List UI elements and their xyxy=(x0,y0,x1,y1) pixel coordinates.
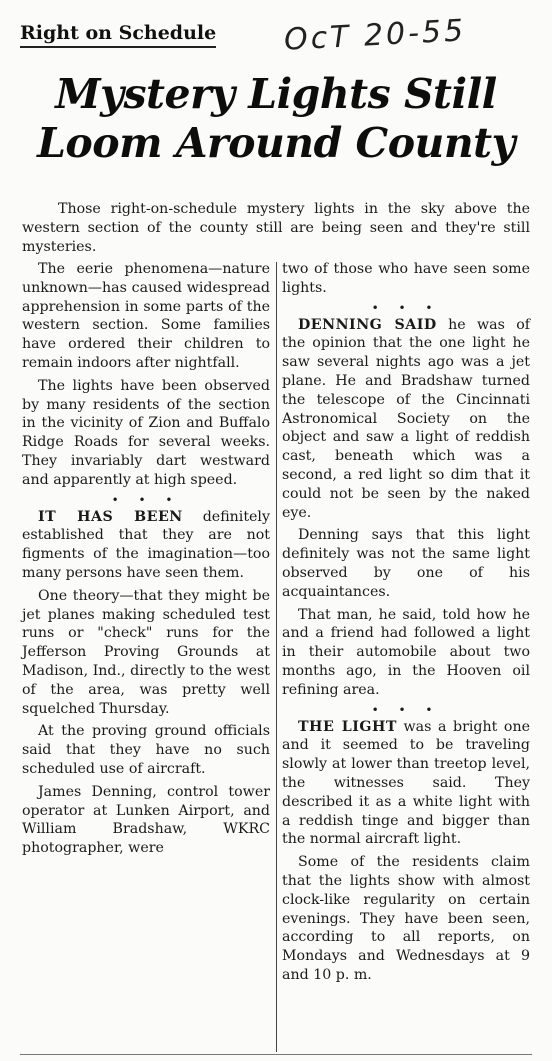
handwritten-date: OcT 20-55 xyxy=(283,13,467,58)
article-paragraph xyxy=(282,260,530,298)
paragraph-text: The eerie phenomena—nature unknown—has caused widespread apprehension in some parts of the western section. Some families have ordered their children to remain indoors after nightfall. xyxy=(22,261,270,371)
kicker-label: Right on Schedule xyxy=(20,22,216,48)
bottom-rule xyxy=(20,1054,532,1055)
article-paragraph xyxy=(282,606,530,700)
paragraph-text: The lights have been observed by many residents of the section in the vicinity of Zion and Buffalo Ridge Roads for several weeks. They invariably dart westward and apparently at high speed. xyxy=(22,377,270,488)
paragraph-lead-in: IT HAS BEEN xyxy=(38,508,183,525)
article-paragraph xyxy=(22,508,270,583)
column-rule xyxy=(276,262,277,1052)
article-paragraph xyxy=(282,526,530,601)
paragraph-text: One theory—that they might be jet planes making scheduled test runs or "check" runs for the Jefferson Proving Grounds at Madison, Ind., directly to the west of the area, was pretty well squelched Thursday. xyxy=(22,587,270,717)
paragraph-text: two of those who have seen some lights. xyxy=(282,261,530,296)
article-paragraph xyxy=(282,718,530,850)
paragraph-text: definitely established that they are not figments of the imagination—too many persons have seen them. xyxy=(22,508,270,581)
article-paragraph xyxy=(22,722,270,778)
section-break-dots: • • • xyxy=(111,492,181,507)
paragraph-lead-in: DENNING SAID xyxy=(298,316,437,333)
paragraph-text: At the proving ground officials said that they have no such scheduled use of aircraft. xyxy=(22,723,270,777)
paragraph-text: Some of the residents claim that the lights show with almost clock-like regularity on certain evenings. They have been seen, according to all reports, on Mondays and Wednesdays at 9 and 10 p. m. xyxy=(282,854,530,983)
section-break-dots: • • • xyxy=(371,702,441,717)
lede-paragraph: Those right-on-schedule mystery lights in the sky above the western section of the county still are being seen and they're still mysteries. xyxy=(22,201,530,255)
article-paragraph xyxy=(22,377,270,490)
article-paragraph xyxy=(282,853,530,985)
paragraph-text: That man, he said, told how he and a friend had followed a light in their automobile about two months ago, in the Hooven oil refining area. xyxy=(282,606,530,698)
paragraph-text: James Denning, control tower operator at Lunken Airport, and William Bradshaw, WKRC photographer, were xyxy=(22,783,270,857)
article-paragraph xyxy=(22,587,270,719)
section-break-dots: • • • xyxy=(371,300,441,315)
article-paragraph xyxy=(282,316,530,523)
article-column-left xyxy=(22,260,270,862)
paragraph-lead-in: THE LIGHT xyxy=(298,718,397,735)
paragraph-text: he was of the opinion that the one light he saw several nights ago was a jet plane. He and Bradshaw turned the telescope of the Cincinnati Astronomical Society on the object and saw a light of reddish cast, beneath which was a second, a red light so dim that it could not be seen by the naked eye. xyxy=(282,316,530,521)
article-paragraph xyxy=(22,260,270,373)
headline: Mystery Lights Still Loom Around County xyxy=(37,70,515,167)
paragraph-text: was a bright one and it seemed to be traveling slowly at lower than treetop level, the witnesses said. They described it as a white light with a reddish tinge and bigger than the normal aircraft light. xyxy=(282,718,530,848)
article-paragraph xyxy=(22,783,270,858)
article-column-right xyxy=(282,260,530,989)
paragraph-text: Denning says that this light definitely was not the same light observed by one of his acquaintances. xyxy=(282,527,530,600)
